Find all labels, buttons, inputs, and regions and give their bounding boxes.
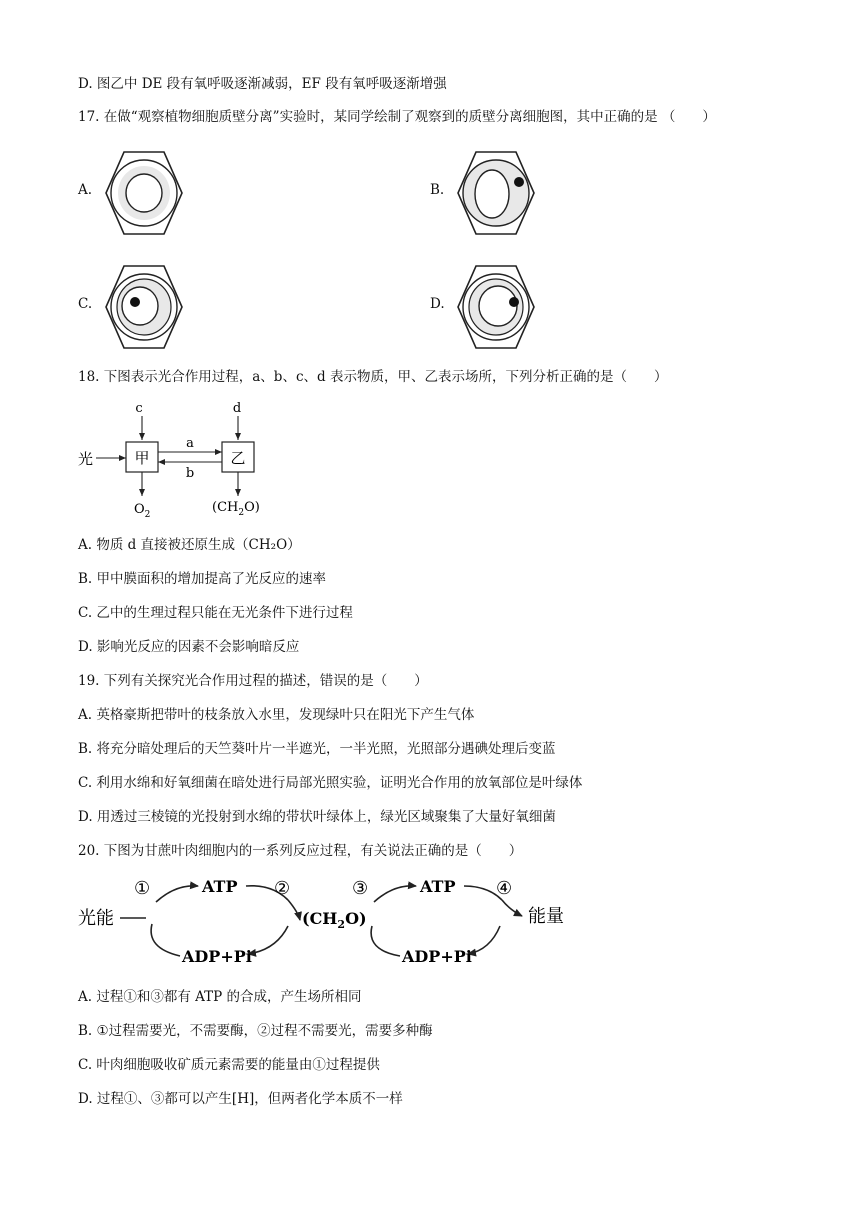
atp-cycle-diagram bbox=[76, 870, 576, 974]
q17-label-a: A. bbox=[78, 182, 93, 198]
label-atp-left: ATP bbox=[202, 877, 238, 896]
q20-option-c: C. 叶肉细胞吸收矿质元素需要的能量由①过程提供 bbox=[78, 1057, 380, 1073]
q18-stem: 18. 下图表示光合作用过程，a、b、c、d 表示物质，甲、乙表示场所，下列分析正确的是（ ） bbox=[78, 369, 668, 385]
q19-option-b: B. 将充分暗处理后的天竺葵叶片一半遮光，一半光照，光照部分遇碘处理后变蓝 bbox=[78, 741, 556, 757]
label-a: a bbox=[186, 436, 194, 451]
label-ch2o: $(CH_2O)$ bbox=[212, 500, 260, 518]
q19-stem: 19. 下列有关探究光合作用过程的描述，错误的是（ ） bbox=[78, 673, 428, 689]
label-b: b bbox=[185, 466, 195, 481]
q16-option-d: D. 图乙中 DE 段有氧呼吸逐渐减弱，EF 段有氧呼吸逐渐增强 bbox=[78, 76, 447, 92]
cell-figure-c bbox=[104, 264, 184, 350]
cell-figure-b bbox=[456, 150, 536, 236]
site-jia: 甲 bbox=[134, 449, 150, 467]
process-3: ③ bbox=[352, 878, 369, 899]
label-d: d bbox=[232, 401, 242, 416]
q18-option-b: B. 甲中膜面积的增加提高了光反应的速率 bbox=[78, 571, 327, 587]
q19-option-a: A. 英格豪斯把带叶的枝条放入水里，发现绿叶只在阳光下产生气体 bbox=[78, 707, 475, 723]
label-adp-left: ADP+Pi bbox=[182, 947, 252, 966]
q19-option-d: D. 用透过三棱镜的光投射到水绵的带状叶绿体上，绿光区域聚集了大量好氧细菌 bbox=[78, 809, 556, 825]
q18-option-a: A. 物质 d 直接被还原生成（CH₂O） bbox=[78, 537, 301, 553]
q17-label-b: B. bbox=[430, 182, 445, 198]
label-atp-right: ATP bbox=[420, 877, 456, 896]
q17-stem: 17. 在做“观察植物细胞质壁分离”实验时，某同学绘制了观察到的质壁分离细胞图，其中正确的是 （ ） bbox=[78, 109, 716, 125]
q18-option-d: D. 影响光反应的因素不会影响暗反应 bbox=[78, 639, 300, 655]
q20-stem: 20. 下图为甘蔗叶肉细胞内的一系列反应过程，有关说法正确的是（ ） bbox=[78, 843, 523, 859]
site-yi: 乙 bbox=[230, 449, 246, 467]
process-4: ④ bbox=[496, 878, 513, 899]
q20-option-a: A. 过程①和③都有 ATP 的合成，产生场所相同 bbox=[78, 989, 362, 1005]
label-o2: $O_2$ bbox=[134, 502, 151, 520]
label-light-energy: 光能 bbox=[78, 908, 114, 929]
label-c: c bbox=[135, 401, 143, 416]
cell-figure-a bbox=[104, 150, 184, 236]
q18-option-c: C. 乙中的生理过程只能在无光条件下进行过程 bbox=[78, 605, 353, 621]
label-adp-right: ADP+Pi bbox=[402, 947, 472, 966]
label-light: 光 bbox=[78, 450, 94, 468]
q17-label-d: D. bbox=[430, 296, 445, 312]
label-energy: 能量 bbox=[528, 906, 564, 927]
process-1: ① bbox=[134, 878, 151, 899]
photosynthesis-diagram bbox=[76, 398, 276, 522]
cell-figure-d bbox=[456, 264, 536, 350]
q17-label-c: C. bbox=[78, 296, 93, 312]
process-2: ② bbox=[274, 878, 291, 899]
q20-option-b: B. ①过程需要光，不需要酶，②过程不需要光，需要多种酶 bbox=[78, 1023, 433, 1039]
q20-option-d: D. 过程①、③都可以产生[H]，但两者化学本质不一样 bbox=[78, 1091, 403, 1107]
label-ch2o-center: $(CH_2O)$ bbox=[302, 909, 367, 931]
q19-option-c: C. 利用水绵和好氧细菌在暗处进行局部光照实验，证明光合作用的放氧部位是叶绿体 bbox=[78, 775, 583, 791]
